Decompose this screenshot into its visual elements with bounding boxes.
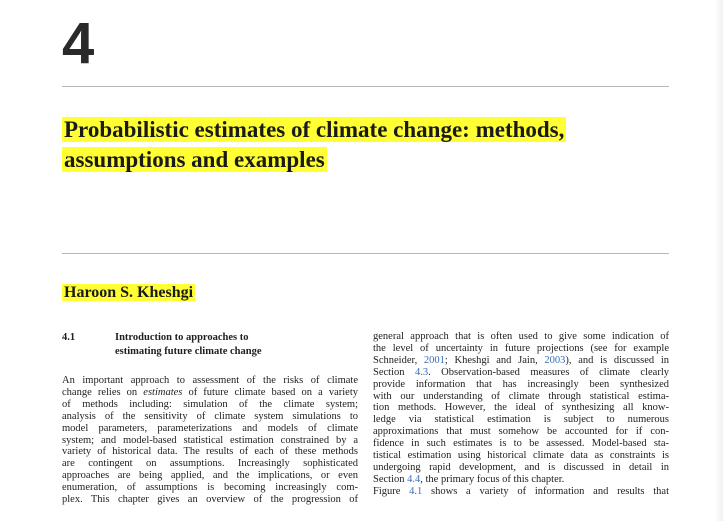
text-line [373,426,669,438]
section-title-line2: estimating future climate change [115,345,262,357]
chapter-number: 4 [62,11,95,76]
text-line [373,462,669,474]
text-run: , the primary focus of this chapter. [420,473,565,485]
text-line [373,486,669,498]
chapter-title-line1: Probabilistic estimates of climate change: methods, [64,117,565,142]
section-number: 4.1 [62,332,76,343]
text-run: shows a variety of information and results that [422,485,669,497]
text-run: change relies on [62,386,144,398]
author-name [62,282,195,304]
left-column-text [62,375,358,506]
text-run: Section [373,366,415,378]
text-line [62,470,358,482]
text-line [373,402,669,414]
author-name-text: Haroon S. Kheshgi [64,284,194,301]
section-title-line1: Introduction to approaches to [115,332,249,343]
text-line [373,450,669,462]
text-run: model parameters, parameterizations and models of climate [62,422,358,434]
text-run: are contingent on assumptions. Increasingly sophisticated [62,458,358,470]
text-run: undergoing rapid development, and is discussed in detail in [373,461,669,473]
text-run: enumeration, of assumptions is becoming increasingly com- [62,482,358,494]
right-column-text [373,331,669,498]
text-run: system; and model-based statistical estimation constrained by a [62,434,358,446]
text-run: provide information that has increasingly been synthesized [373,378,669,390]
text-line [373,331,669,343]
text-run: the level of uncertainty in future projections (see for example [373,342,669,354]
text-run: with our understanding of climate through statistical estima- [373,390,669,402]
text-run: ledge via statistical estimation is subject to numerous [373,414,669,426]
text-run: approaches are being applied, and the implications, or even [62,470,358,482]
text-line [373,367,669,379]
text-run: of methods including: simulation of the climate system; [62,398,358,410]
text-line [373,391,669,403]
text-line [373,438,669,450]
text-run: Figure [373,485,410,497]
text-run: general approach that is often used to give some indication of [373,331,669,342]
text-run: Schneider, [373,354,424,366]
reference-link[interactable]: 2001 [423,354,445,366]
reference-link[interactable]: 4.4 [407,473,421,485]
chapter-title [62,115,662,175]
text-run: ), and is discussed in [565,354,669,366]
section-title [115,331,345,358]
text-run: variety of historical data. The results of each of these methods [62,446,358,458]
text-run: Section [373,473,408,485]
text-line [62,423,358,435]
top-rule [62,86,669,87]
text-run: approximations that must somehow be accounted for if con- [373,426,669,438]
text-line [62,494,358,506]
text-run: plex. This chapter gives an overview of the progression of [62,494,358,506]
reference-link[interactable]: 4.1 [409,485,423,497]
text-line [62,411,358,423]
text-line [62,458,358,470]
text-line [62,446,358,458]
text-line [373,355,669,367]
text-line [62,399,358,411]
chapter-title-line2: assumptions and examples [64,147,325,172]
text-run: of future climate based on a variety [182,386,358,398]
text-run: . Observation-based measures of climate clearly [428,366,669,378]
text-line [373,379,669,391]
text-run: analysis of the sensitivity of climate system simulations to [62,410,358,422]
text-run: tistical estimation using historical climate data as constraints is [373,450,669,462]
text-run: fidence in such estimates is to be assessed. Model-based sta- [373,438,669,450]
emphasis-text: estimates [143,386,183,398]
bottom-rule [62,253,669,254]
page-edge-shadow [715,0,723,521]
text-line [62,435,358,447]
text-line [62,387,358,399]
reference-link[interactable]: 4.3 [414,366,429,378]
text-line [62,482,358,494]
text-run: tion methods. However, the ideal of synthesizing all know- [373,402,669,414]
reference-link[interactable]: 2003 [544,354,566,366]
text-line [373,343,669,355]
text-line [62,375,358,387]
text-line [373,474,669,486]
text-line [373,414,669,426]
text-run: ; Kheshgi and Jain, [444,354,545,366]
text-run: An important approach to assessment of the risks of climate [62,375,358,386]
